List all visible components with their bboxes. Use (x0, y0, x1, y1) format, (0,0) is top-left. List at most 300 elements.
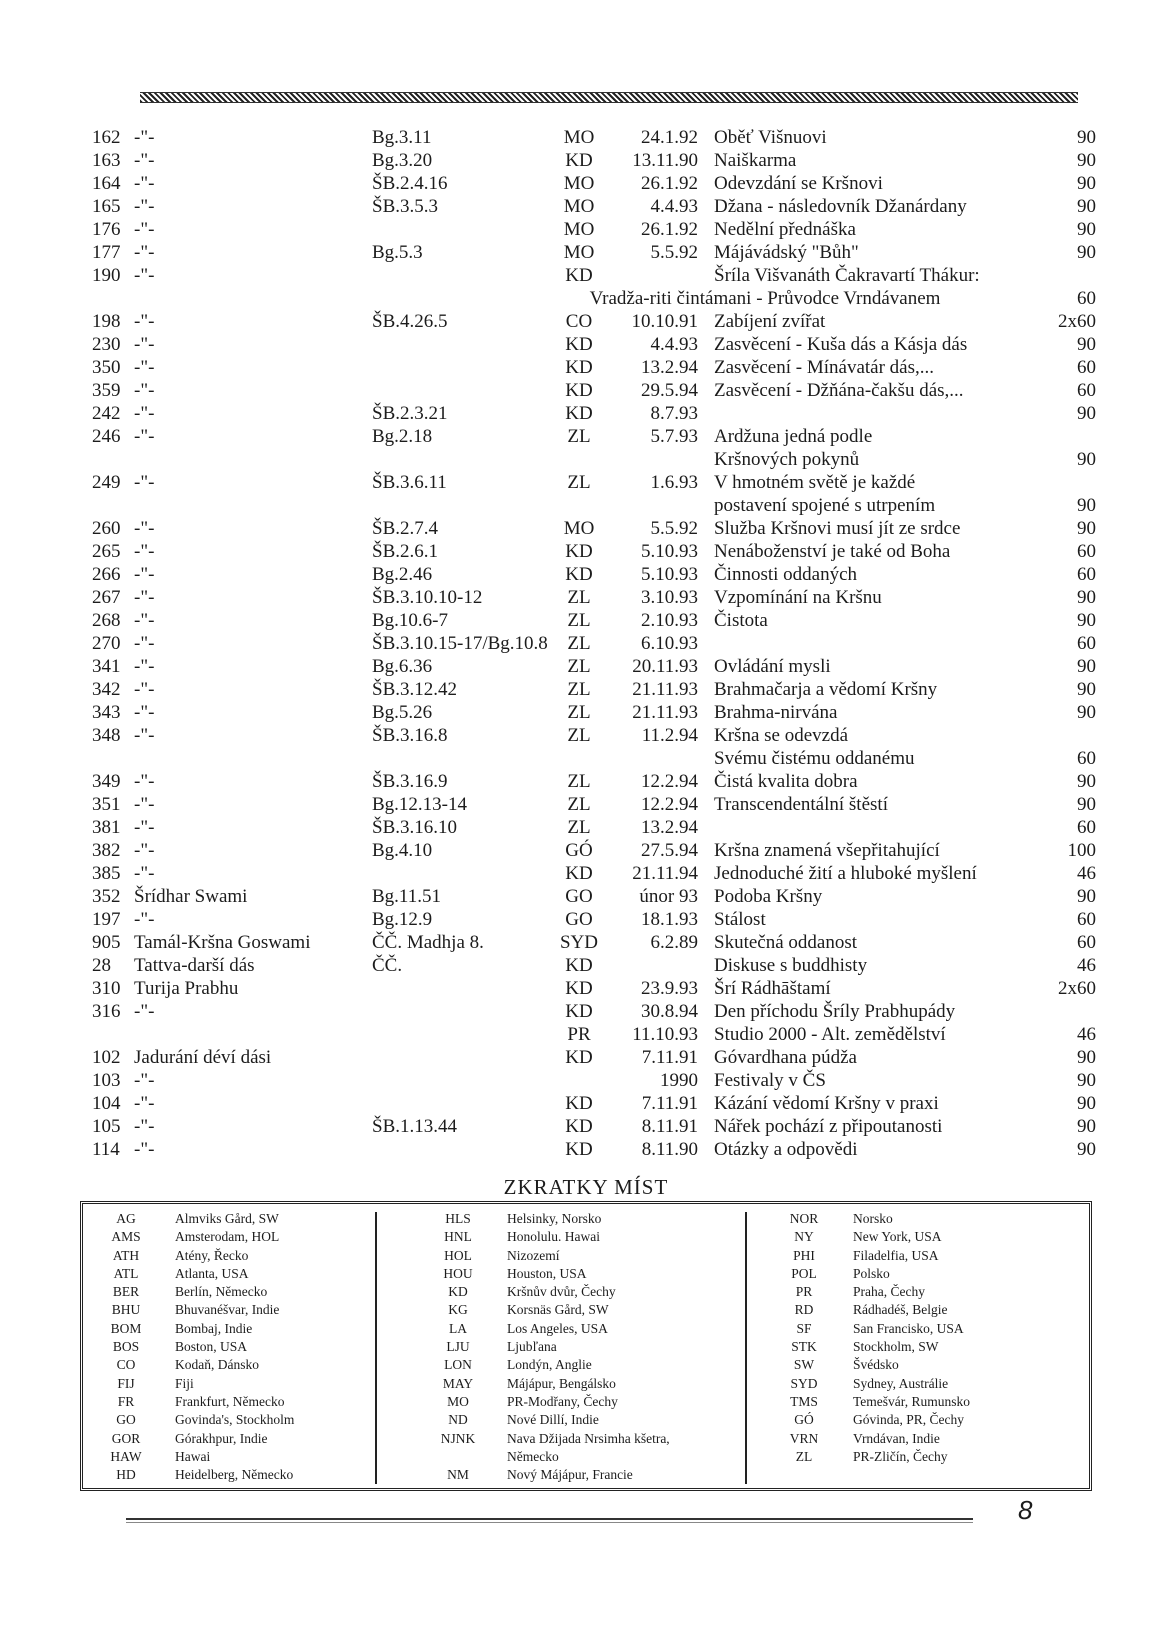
abbreviation-place: Berlín, Německo (175, 1284, 268, 1300)
row-number: 105 (92, 1116, 121, 1137)
row-number: 190 (92, 265, 121, 286)
abbreviation-place: PR-Zličín, Čechy (853, 1448, 948, 1464)
table-row (0, 494, 1172, 517)
row-author: Tattva-darší dás (134, 955, 255, 976)
row-location: ZL (567, 794, 591, 815)
abbreviation-place: Helsinky, Norsko (507, 1211, 602, 1226)
row-number: 385 (92, 863, 121, 884)
row-title: postavení spojené s utrpením (714, 495, 936, 516)
abbreviation-place: Atény, Řecko (175, 1247, 249, 1263)
row-number: 176 (92, 219, 121, 240)
table-row (0, 540, 1172, 563)
row-title: Zasvěcení - Mínávatár dás,... (714, 357, 934, 378)
table-row (0, 172, 1172, 195)
row-location: MO (563, 242, 595, 263)
row-minutes: 90 (1077, 449, 1096, 470)
abbreviation-place: Amsterodam, HOL (175, 1229, 280, 1245)
row-title: Jednoduché žití a hluboké myšlení (714, 863, 977, 884)
abbreviation-place: Bombaj, Indie (175, 1320, 253, 1336)
row-date: 5.10.93 (641, 564, 698, 585)
abbreviation-code: NJNK (440, 1430, 476, 1446)
abbreviation-code: HD (116, 1467, 136, 1483)
row-location: PR (567, 1024, 591, 1045)
row-location: ZL (567, 633, 591, 654)
abbreviation-place: Boston, USA (175, 1339, 248, 1355)
row-minutes: 90 (1077, 1139, 1096, 1160)
abbreviation-code: HAW (110, 1448, 142, 1464)
row-location: KD (565, 564, 593, 585)
abbreviation-code: BOS (112, 1339, 140, 1355)
row-location: GO (565, 886, 593, 907)
table-row (0, 908, 1172, 931)
abbreviation-place: Nové Dillí, Indie (507, 1412, 599, 1428)
abbreviation-place: Bhuvanéšvar, Indie (175, 1302, 280, 1318)
row-title: Diskuse s buddhisty (714, 955, 868, 976)
abbreviation-place: Kršnův dvůr, Čechy (507, 1284, 616, 1300)
abbreviation-code: PHI (793, 1247, 815, 1263)
row-minutes: 2x60 (1058, 978, 1096, 999)
row-minutes: 60 (1077, 633, 1096, 654)
table-row (0, 448, 1172, 471)
row-source: ČČ. (372, 955, 403, 976)
row-location: GO (565, 909, 593, 930)
row-minutes: 60 (1077, 288, 1096, 309)
row-date: 4.4.93 (650, 334, 698, 355)
row-source: ČČ. Madhja 8. (372, 932, 484, 953)
row-source: Bg.11.51 (372, 886, 441, 907)
row-date: 12.2.94 (641, 794, 698, 815)
row-date: 8.7.93 (650, 403, 698, 424)
row-date: 10.10.91 (631, 311, 698, 332)
row-date: 26.1.92 (641, 219, 698, 240)
abbreviation-place: Frankfurt, Německo (175, 1393, 285, 1409)
column-divider (375, 1212, 377, 1484)
row-minutes: 90 (1077, 219, 1096, 240)
row-author: -"- (134, 265, 155, 286)
abbreviation-code: NY (794, 1229, 814, 1245)
row-date: 23.9.93 (641, 978, 698, 999)
row-author: -"- (134, 472, 155, 493)
row-source: Bg.6.36 (372, 656, 433, 677)
row-number: 265 (92, 541, 121, 562)
row-number: 267 (92, 587, 121, 608)
abbreviation-place: San Francisko, USA (853, 1320, 964, 1336)
row-minutes: 46 (1077, 955, 1096, 976)
abbreviation-code: NOR (789, 1211, 819, 1226)
row-title: Nářek pochází z připoutanosti (714, 1116, 943, 1137)
row-minutes: 90 (1077, 679, 1096, 700)
row-title: Oběť Višnuovi (714, 127, 827, 148)
abbreviation-code: BER (112, 1284, 140, 1300)
abbreviation-place: Hawai (175, 1448, 211, 1464)
row-location: ZL (567, 725, 591, 746)
row-author: -"- (134, 909, 155, 930)
row-minutes: 90 (1077, 587, 1096, 608)
row-source: ŠB.3.16.10 (372, 817, 457, 838)
row-date: 26.1.92 (641, 173, 698, 194)
row-number: 268 (92, 610, 121, 631)
abbreviation-place: Nizozemí (507, 1247, 560, 1263)
row-author: -"- (134, 702, 155, 723)
table-row (0, 1115, 1172, 1138)
row-location: KD (565, 863, 593, 884)
row-minutes: 90 (1077, 1093, 1096, 1114)
abbreviation-code: VRN (789, 1430, 819, 1446)
table-row (0, 425, 1172, 448)
row-minutes: 90 (1077, 518, 1096, 539)
row-number: 341 (92, 656, 121, 677)
row-number: 242 (92, 403, 121, 424)
row-title: Góvardhana púdža (714, 1047, 857, 1068)
table-row (0, 609, 1172, 632)
row-date: 13.2.94 (641, 357, 698, 378)
row-minutes: 60 (1077, 932, 1096, 953)
row-location: ZL (567, 656, 591, 677)
abbreviation-place: Nava Džijada Nrsimha kšetra, (507, 1430, 670, 1446)
row-location: ZL (567, 610, 591, 631)
table-row (0, 701, 1172, 724)
row-number: 351 (92, 794, 121, 815)
abbreviation-place: Los Angeles, USA (507, 1320, 608, 1336)
row-minutes: 60 (1077, 357, 1096, 378)
row-author: -"- (134, 840, 155, 861)
row-author: -"- (134, 564, 155, 585)
row-source: ŠB.1.13.44 (372, 1116, 457, 1137)
row-location: KD (565, 1001, 593, 1022)
table-row (0, 793, 1172, 816)
row-location: CO (565, 311, 593, 332)
row-number: 230 (92, 334, 121, 355)
table-row (0, 816, 1172, 839)
table-row (0, 149, 1172, 172)
abbreviation-code: BHU (111, 1302, 141, 1318)
row-source: ŠB.3.6.11 (372, 472, 447, 493)
row-source: ŠB.2.3.21 (372, 403, 448, 424)
row-title: Podoba Kršny (714, 886, 823, 907)
row-number: 164 (92, 173, 121, 194)
abbreviation-place: Honolulu. Hawai (507, 1229, 600, 1245)
abbreviation-place: Govinda's, Stockholm (175, 1412, 295, 1428)
table-row (0, 1069, 1172, 1092)
row-minutes: 2x60 (1058, 311, 1096, 332)
abbreviation-place: Nový Májápur, Francie (507, 1467, 633, 1483)
row-author: -"- (134, 633, 155, 654)
row-title: Brahmačarja a vědomí Kršny (714, 679, 938, 700)
row-title: Vzpomínání na Kršnu (714, 587, 882, 608)
abbreviation-code: KG (448, 1302, 468, 1318)
row-title: Brahma-nirvána (714, 702, 838, 723)
row-location: KD (565, 978, 593, 999)
row-title: Ardžuna jedná podle (714, 426, 873, 447)
row-location: ZL (567, 771, 591, 792)
row-author: -"- (134, 380, 155, 401)
table-row (0, 1000, 1172, 1023)
row-date: 13.2.94 (641, 817, 698, 838)
abbreviation-place: Norsko (853, 1211, 893, 1226)
abbreviation-place: Houston, USA (507, 1265, 587, 1281)
row-location: MO (563, 173, 595, 194)
abbreviation-code: ATH (112, 1247, 140, 1263)
row-date: 21.11.93 (632, 679, 698, 700)
row-title: Kršna znamená všepřitahující (714, 840, 940, 861)
row-author: -"- (134, 357, 155, 378)
row-source: ŠB.3.10.15-17/Bg.10.8 (372, 633, 548, 654)
row-minutes: 90 (1077, 771, 1096, 792)
row-number: 28 (92, 955, 111, 976)
abbreviation-place: Praha, Čechy (853, 1284, 925, 1300)
abbreviation-code: HNL (444, 1229, 472, 1245)
abbreviation-code: ZL (795, 1448, 813, 1464)
abbreviation-code: GOR (111, 1430, 141, 1446)
row-number: 381 (92, 817, 121, 838)
abbreviation-code: SYD (790, 1375, 818, 1391)
table-row (0, 402, 1172, 425)
footer-rule-thin (126, 1522, 973, 1523)
abbreviation-place-continuation: Německo (507, 1448, 559, 1464)
table-row (0, 770, 1172, 793)
row-minutes: 90 (1077, 495, 1096, 516)
row-date: 5.7.93 (650, 426, 698, 447)
row-date: 8.11.90 (641, 1139, 698, 1160)
row-location: KD (565, 150, 593, 171)
table-row (0, 1023, 1172, 1046)
row-number: 104 (92, 1093, 121, 1114)
abbreviation-code: LJU (446, 1339, 470, 1355)
row-author: -"- (134, 771, 155, 792)
table-row (0, 954, 1172, 977)
row-title: Májávádský "Bůh" (714, 242, 859, 263)
row-location: KD (565, 1093, 593, 1114)
abbreviation-place: Kodaň, Dánsko (175, 1357, 259, 1373)
row-date: 12.2.94 (641, 771, 698, 792)
table-row (0, 241, 1172, 264)
abbreviation-place: Rádhadéš, Belgie (853, 1302, 948, 1318)
table-row (0, 195, 1172, 218)
row-location: KD (565, 357, 593, 378)
abbreviation-code: BOM (110, 1320, 142, 1336)
abbreviations-title: ZKRATKY MÍST (503, 1175, 669, 1199)
row-date: 29.5.94 (641, 380, 698, 401)
row-minutes: 90 (1077, 794, 1096, 815)
row-author: -"- (134, 587, 155, 608)
abbreviation-place: Sydney, Austrálie (853, 1375, 949, 1391)
row-location: ZL (567, 702, 591, 723)
table-row (0, 218, 1172, 241)
abbreviation-code: SF (796, 1320, 812, 1336)
row-title: Odevzdání se Kršnovi (714, 173, 883, 194)
table-row (0, 264, 1172, 287)
row-title: Služba Kršnovi musí jít ze srdce (714, 518, 961, 539)
row-title: Den příchodu Šríly Prabhupády (714, 1001, 956, 1022)
row-date: 7.11.91 (641, 1047, 698, 1068)
abbreviations-table (80, 1201, 1092, 1491)
row-author: -"- (134, 426, 155, 447)
row-title: Nenáboženství je také od Boha (714, 541, 951, 562)
row-title: Stálost (714, 909, 766, 930)
row-source: ŠB.3.12.42 (372, 679, 457, 700)
row-number: 102 (92, 1047, 121, 1068)
row-location: KD (565, 334, 593, 355)
row-number: 359 (92, 380, 121, 401)
row-author: -"- (134, 334, 155, 355)
row-date: 4.4.93 (650, 196, 698, 217)
row-title: Svému čistému oddanému (714, 748, 915, 769)
abbreviation-place: Górakhpur, Indie (175, 1430, 268, 1446)
row-minutes: 60 (1077, 541, 1096, 562)
abbreviation-place: New York, USA (853, 1229, 942, 1245)
abbreviation-place: Temešvár, Rumunsko (853, 1393, 970, 1409)
row-author: -"- (134, 518, 155, 539)
abbreviation-code: FIJ (117, 1375, 135, 1391)
row-source: Bg.12.13-14 (372, 794, 467, 815)
row-number: 316 (92, 1001, 121, 1022)
abbreviation-code: MO (447, 1393, 469, 1409)
row-number: 343 (92, 702, 121, 723)
row-location: MO (563, 219, 595, 240)
abbreviation-place: Góvinda, PR, Čechy (853, 1412, 964, 1428)
abbreviation-code: TMS (790, 1393, 818, 1409)
abbreviation-place: Korsnäs Gård, SW (507, 1302, 609, 1318)
row-location: KD (565, 1139, 593, 1160)
table-row (0, 632, 1172, 655)
row-title: Zabíjení zvířat (714, 311, 826, 332)
row-minutes: 90 (1077, 1116, 1096, 1137)
row-minutes: 90 (1077, 127, 1096, 148)
abbreviation-place: Stockholm, SW (853, 1339, 939, 1355)
row-minutes: 46 (1077, 863, 1096, 884)
row-source: ŠB.2.4.16 (372, 173, 448, 194)
row-title: Zasvěcení - Kuša dás a Kásja dás (714, 334, 968, 355)
row-number: 905 (92, 932, 121, 953)
row-location: KD (565, 955, 593, 976)
row-date: 1990 (660, 1070, 698, 1091)
row-minutes: 60 (1077, 817, 1096, 838)
row-minutes: 90 (1077, 1070, 1096, 1091)
table-row (0, 126, 1172, 149)
row-title: Kršnových pokynů (714, 449, 860, 470)
row-minutes: 90 (1077, 656, 1096, 677)
row-title: Naiškarma (714, 150, 797, 171)
abbreviation-place: Májápur, Bengálsko (507, 1375, 616, 1391)
row-number: 348 (92, 725, 121, 746)
row-location: KD (565, 265, 593, 286)
table-row (0, 839, 1172, 862)
row-location: KD (565, 1116, 593, 1137)
row-author: -"- (134, 1139, 155, 1160)
row-title: Zasvěcení - Džňána-čakšu dás,... (714, 380, 964, 401)
row-minutes: 100 (1067, 840, 1096, 861)
row-date: 3.10.93 (641, 587, 698, 608)
abbreviation-place: PR-Modřany, Čechy (507, 1393, 618, 1409)
row-number: 249 (92, 472, 121, 493)
row-date: 2.10.93 (641, 610, 698, 631)
row-location: KD (565, 380, 593, 401)
row-source: Bg.2.46 (372, 564, 433, 585)
row-author: -"- (134, 196, 155, 217)
row-number: 266 (92, 564, 121, 585)
row-author: -"- (134, 863, 155, 884)
row-author: -"- (134, 173, 155, 194)
row-number: 197 (92, 909, 121, 930)
row-source: Bg.3.11 (372, 127, 432, 148)
lecture-list (0, 126, 1172, 1161)
table-row (0, 1138, 1172, 1161)
row-title: Transcendentální štěstí (714, 794, 888, 815)
abbreviation-code: GÓ (794, 1412, 814, 1428)
row-author: -"- (134, 150, 155, 171)
row-author: -"- (134, 242, 155, 263)
row-source: ŠB.3.10.10-12 (372, 587, 483, 608)
row-title: Čistá kvalita dobra (714, 771, 858, 792)
row-location: KD (565, 541, 593, 562)
abbreviation-code: CO (116, 1357, 136, 1373)
row-location: GÓ (565, 840, 593, 861)
row-source: Bg.5.3 (372, 242, 423, 263)
row-number: 382 (92, 840, 121, 861)
row-author: -"- (134, 1093, 155, 1114)
row-source: Bg.5.26 (372, 702, 433, 723)
table-row (0, 678, 1172, 701)
row-author: -"- (134, 817, 155, 838)
abbreviation-code: STK (791, 1339, 817, 1355)
row-minutes: 90 (1077, 196, 1096, 217)
abbreviation-code: AMS (111, 1229, 141, 1245)
abbreviation-code: GO (116, 1412, 136, 1428)
row-date: 13.11.90 (632, 150, 698, 171)
abbreviation-code: ND (448, 1412, 468, 1428)
row-date: 5.5.92 (650, 518, 698, 539)
row-date: 21.11.93 (632, 702, 698, 723)
row-title: Otázky a odpovědi (714, 1139, 858, 1160)
row-author: -"- (134, 541, 155, 562)
row-number: 162 (92, 127, 121, 148)
row-author: -"- (134, 1001, 155, 1022)
footer-rule (126, 1518, 973, 1520)
table-row (0, 310, 1172, 333)
row-author: -"- (134, 656, 155, 677)
row-source: ŠB.2.6.1 (372, 541, 438, 562)
row-author: -"- (134, 403, 155, 424)
table-row (0, 977, 1172, 1000)
row-number: 114 (92, 1139, 120, 1160)
row-author: -"- (134, 1070, 155, 1091)
table-row (0, 862, 1172, 885)
abbreviation-code: ATL (113, 1265, 139, 1281)
row-location: ZL (567, 472, 591, 493)
table-row (0, 586, 1172, 609)
row-title: Činnosti oddaných (714, 564, 858, 585)
row-date: 21.11.94 (632, 863, 698, 884)
row-number: 103 (92, 1070, 121, 1091)
row-source: ŠB.3.16.9 (372, 771, 448, 792)
row-source: ŠB.3.16.8 (372, 725, 448, 746)
row-author: -"- (134, 127, 155, 148)
page-number: 8 (1018, 1495, 1033, 1525)
abbreviation-code: RD (794, 1302, 814, 1318)
row-number: 165 (92, 196, 121, 217)
row-date: 6.2.89 (650, 932, 698, 953)
row-date: 5.5.92 (650, 242, 698, 263)
abbreviation-code: FR (117, 1393, 135, 1409)
row-number: 350 (92, 357, 121, 378)
row-location: ZL (567, 587, 591, 608)
table-row (0, 747, 1172, 770)
abbreviation-place: Fiji (175, 1375, 194, 1391)
table-row (0, 379, 1172, 402)
abbreviation-code: HLS (445, 1211, 471, 1226)
abbreviation-place: Vrndávan, Indie (853, 1430, 940, 1446)
abbreviation-place: Ljubľana (507, 1339, 557, 1355)
